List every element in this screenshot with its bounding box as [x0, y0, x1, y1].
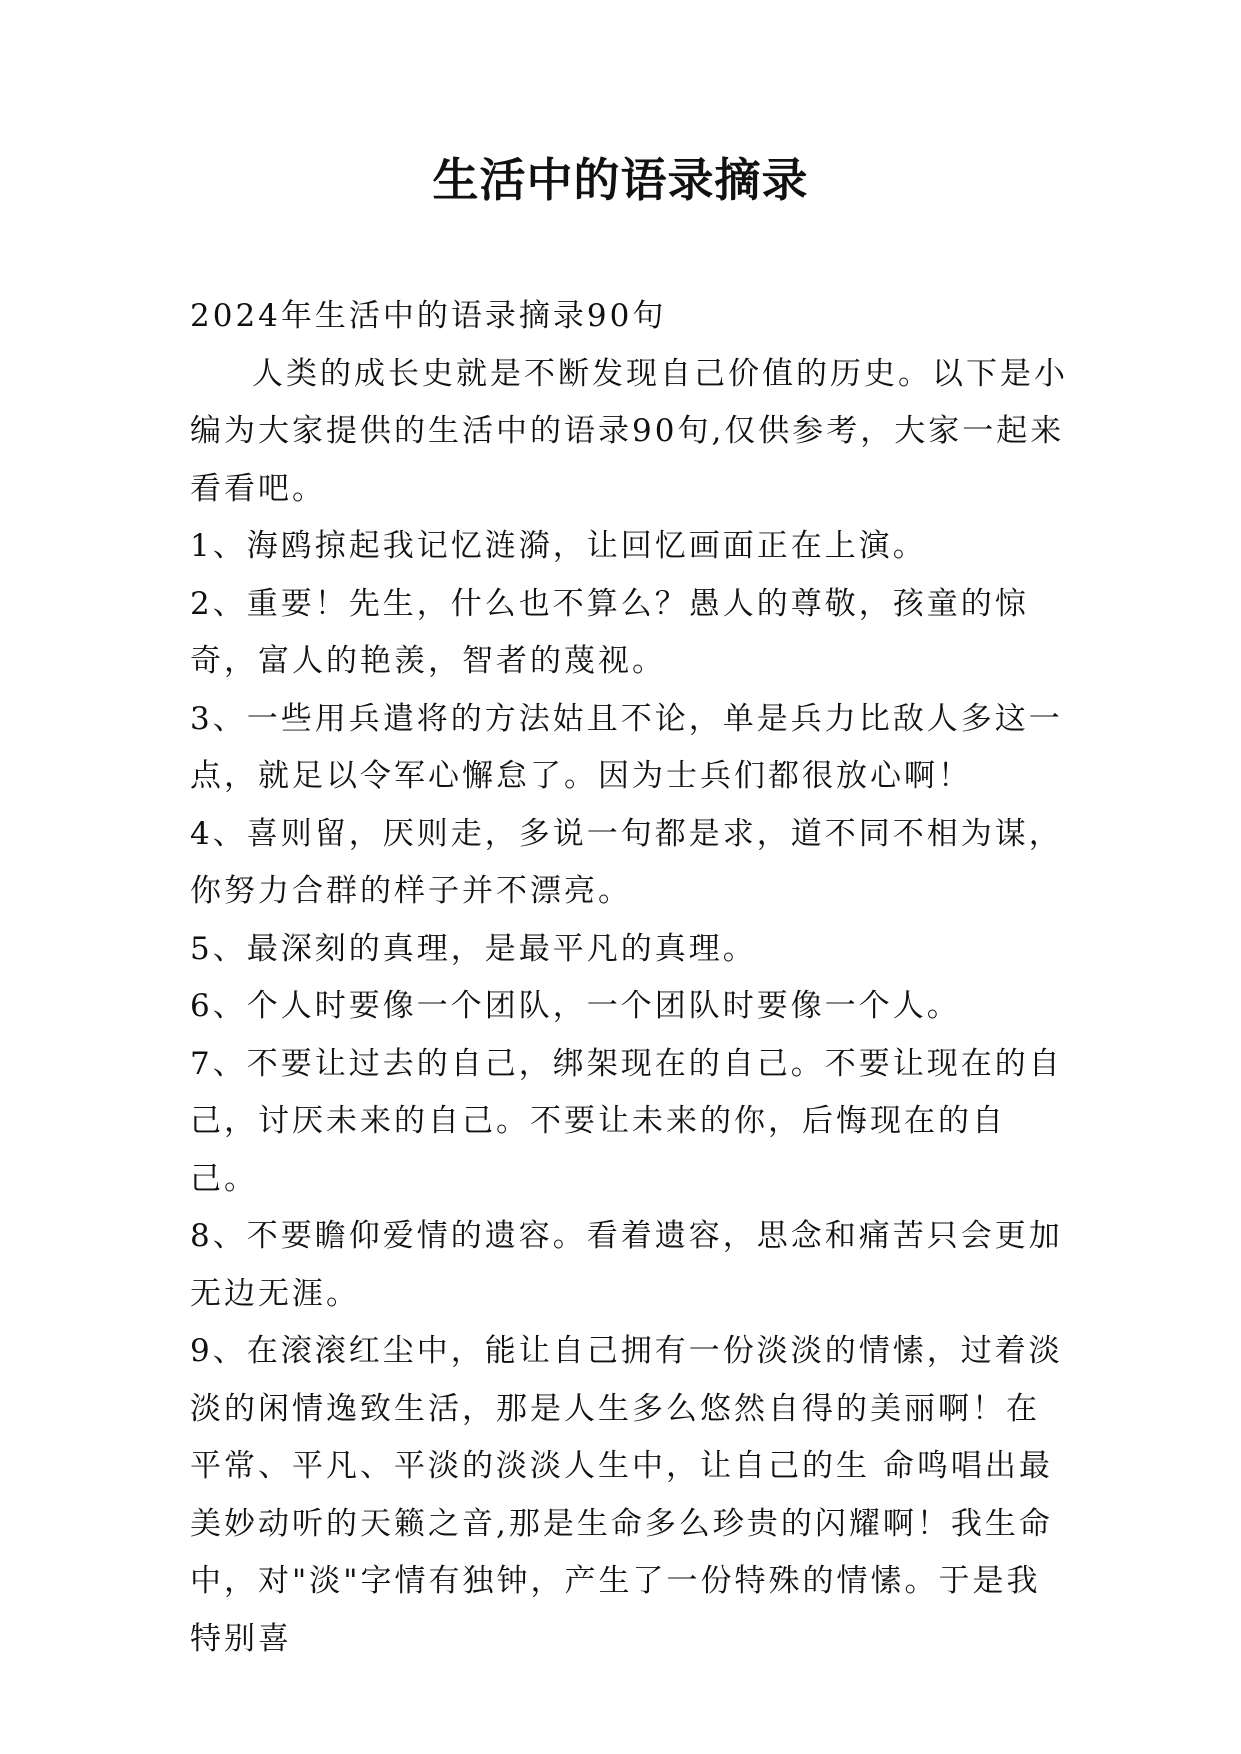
- quote-item-2: 2、重要！先生，什么也不算么？愚人的尊敬，孩童的惊奇，富人的艳羡，智者的蔑视。: [190, 585, 1029, 679]
- document-subtitle: 2024年生活中的语录摘录90句: [190, 298, 667, 334]
- quote-item-3: 3、一些用兵遣将的方法姑且不论，单是兵力比敌人多这一点，就足以令军心懈怠了。因为士兵们都很放心啊！: [190, 700, 1063, 794]
- quote-item-9: 9、在滚滚红尘中，能让自己拥有一份淡淡的情愫，过着淡淡的闲情逸致生活，那是人生多么悠然自得的美丽啊！在平常、平凡、平淡的淡淡人生中，让自己的生 命鸣唱出最美妙动听的天籁之音,那是生命多么珍贵的闪耀啊！我生命中，对"淡"字情有独钟，产生了一份特殊的情愫。于是我特别喜: [190, 1333, 1063, 1657]
- quote-item-6: 6、个人时要像一个团队，一个团队时要像一个人。: [190, 988, 961, 1024]
- quote-item-4: 4、喜则留，厌则走，多说一句都是求，道不同不相为谋，你努力合群的样子并不漂亮。: [190, 815, 1063, 909]
- quote-item-7: 7、不要让过去的自己，绑架现在的自己。不要让现在的自己，讨厌未来的自己。不要让未来的你，后悔现在的自己。: [190, 1045, 1063, 1197]
- quote-item-1: 1、海鸥掠起我记忆涟漪，让回忆画面正在上演。: [190, 528, 927, 564]
- document-title: 生活中的语录摘录: [432, 153, 809, 207]
- document-body: [190, 288, 1070, 1668]
- quote-item-5: 5、最深刻的真理，是最平凡的真理。: [190, 930, 757, 967]
- intro-paragraph: 人类的成长史就是不断发现自己价值的历史。以下是小编为大家提供的生活中的语录90句,仅供参考，大家一起来看看吧。: [190, 355, 1068, 507]
- quote-item-8: 8、不要瞻仰爱情的遗容。看着遗容，思念和痛苦只会更加无边无涯。: [190, 1218, 1063, 1312]
